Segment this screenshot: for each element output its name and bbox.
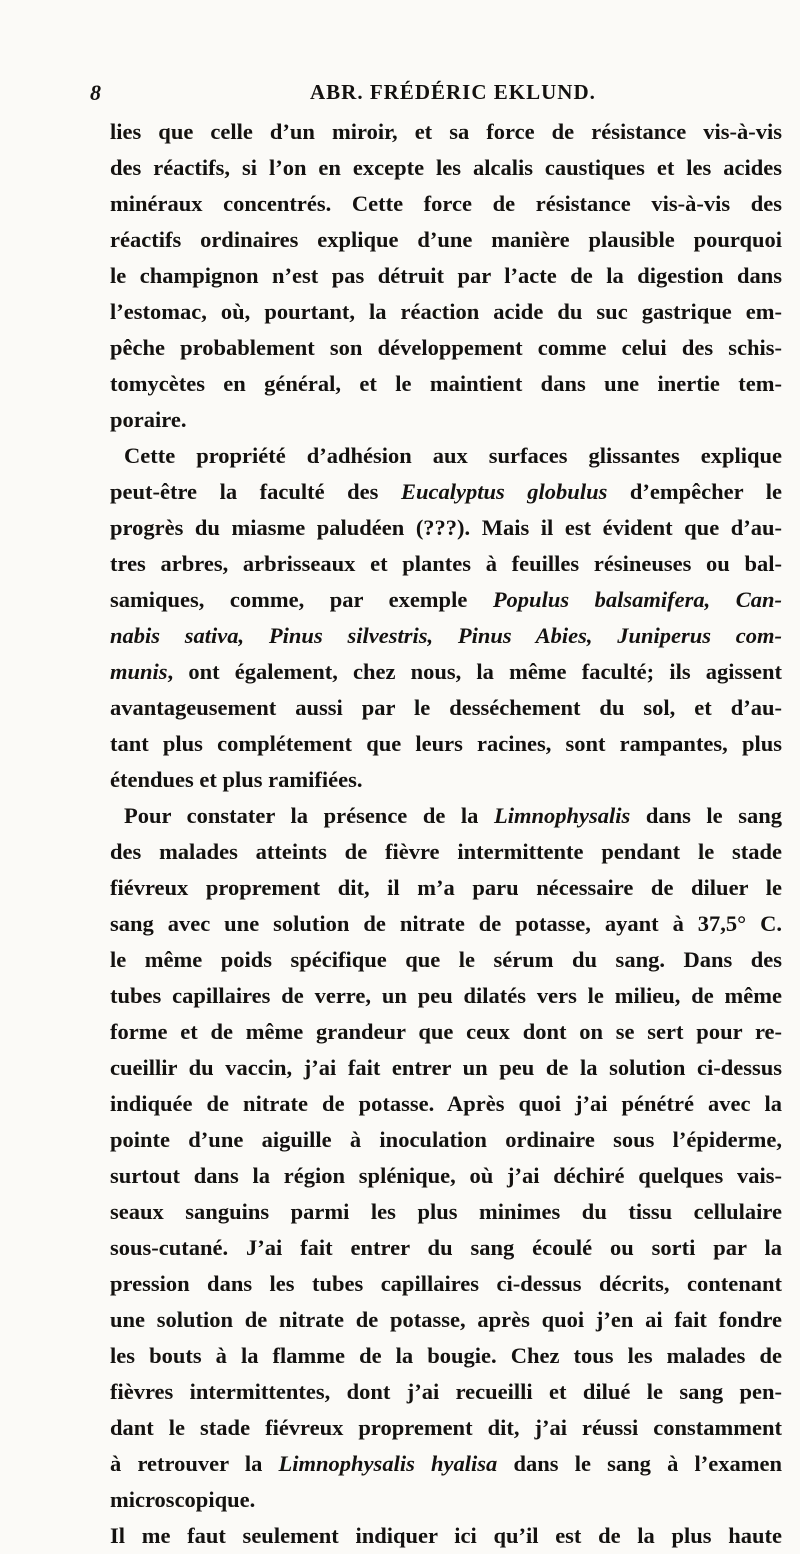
text-line	[110, 330, 782, 366]
text-line	[110, 618, 782, 654]
text-line	[110, 510, 782, 546]
italic-run: munis	[110, 659, 168, 684]
text-run: tres arbres, arbrisseaux et plantes à feuilles résineuses ou bal-	[110, 551, 782, 576]
text-line	[110, 150, 782, 186]
italic-run: Populus balsamifera, Can-	[492, 587, 782, 612]
body-text	[110, 114, 782, 1554]
page-header	[90, 80, 690, 110]
text-run: samiques, comme, par exemple	[110, 587, 493, 612]
italic-run: Eucalyptus globulus	[400, 479, 608, 504]
text-run: tomycètes en général, et le maintient dans une inertie tem-	[110, 371, 782, 396]
text-line	[110, 870, 782, 906]
text-line	[110, 222, 782, 258]
text-run: des réactifs, si l’on en excepte les alcalis caustiques et les acides	[110, 155, 782, 180]
text-run: d’empêcher le	[607, 479, 782, 504]
text-run: seaux sanguins parmi les plus minimes du tissu cellulaire	[110, 1199, 782, 1224]
text-run: Il me faut seulement indiquer ici qu’il est de la plus haute	[110, 1523, 782, 1548]
text-run: dans le sang à l’examen	[497, 1451, 782, 1476]
text-run: l’estomac, où, pourtant, la réaction acide du suc gastrique em-	[110, 299, 782, 324]
italic-run: Limnophysalis	[493, 803, 631, 828]
text-line	[110, 582, 782, 618]
text-line	[110, 1266, 782, 1302]
text-run: minéraux concentrés. Cette force de résistance vis-à-vis des	[110, 191, 782, 216]
text-run: indiquée de nitrate de potasse. Après quoi j’ai pénétré avec la	[110, 1091, 782, 1116]
italic-run: nabis sativa, Pinus silvestris, Pinus Abies, Juniperus com-	[110, 623, 782, 648]
text-run: Cette propriété d’adhésion aux surfaces glissantes explique	[124, 443, 782, 468]
text-line	[110, 546, 782, 582]
text-line	[110, 1338, 782, 1374]
text-line	[110, 438, 782, 474]
text-line	[110, 726, 782, 762]
text-run: avantageusement aussi par le desséchement du sol, et d’au-	[110, 695, 782, 720]
text-line	[110, 1050, 782, 1086]
text-run: progrès du miasme paludéen (???). Mais il est évident que d’au-	[110, 515, 782, 540]
text-line	[110, 1518, 782, 1554]
text-run: dans le sang	[630, 803, 782, 828]
text-run: fiévreux proprement dit, il m’a paru nécessaire de diluer le	[110, 875, 782, 900]
text-line	[110, 654, 782, 690]
text-line	[110, 690, 782, 726]
text-run: forme et de même grandeur que ceux dont on se sert pour re-	[110, 1019, 782, 1044]
text-line	[110, 1446, 782, 1482]
text-line	[110, 366, 782, 402]
text-run: le champignon n’est pas détruit par l’acte de la digestion dans	[110, 263, 782, 288]
text-line	[110, 1410, 782, 1446]
text-line	[110, 1482, 782, 1518]
text-run: le même poids spécifique que le sérum du sang. Dans des	[110, 947, 782, 972]
text-line	[110, 258, 782, 294]
text-line	[110, 906, 782, 942]
text-line	[110, 762, 782, 798]
text-line	[110, 402, 782, 438]
text-run: poraire.	[110, 407, 187, 432]
text-line	[110, 798, 782, 834]
text-run: pêche probablement son développement comme celui des schis-	[110, 335, 782, 360]
text-line	[110, 1086, 782, 1122]
text-run: tubes capillaires de verre, un peu dilatés vers le milieu, de même	[110, 983, 782, 1008]
text-line	[110, 1014, 782, 1050]
page-number: 8	[90, 80, 101, 105]
italic-run: Limnophysalis hyalisa	[278, 1451, 498, 1476]
text-run: dant le stade fiévreux proprement dit, j’ai réussi constamment	[110, 1415, 782, 1440]
text-run: microscopique.	[110, 1487, 256, 1512]
text-line	[110, 1374, 782, 1410]
text-line	[110, 834, 782, 870]
text-run: pression dans les tubes capillaires ci-dessus décrits, contenant	[110, 1271, 782, 1296]
text-line	[110, 1230, 782, 1266]
text-run: réactifs ordinaires explique d’une manière plausible pourquoi	[110, 227, 782, 252]
text-line	[110, 1194, 782, 1230]
text-line	[110, 114, 782, 150]
text-run: à retrouver la	[110, 1451, 279, 1476]
text-run: lies que celle d’un miroir, et sa force de résistance vis-à-vis	[110, 119, 782, 144]
text-run: une solution de nitrate de potasse, après quoi j’en ai fait fondre	[110, 1307, 782, 1332]
text-run: cueillir du vaccin, j’ai fait entrer un peu de la solution ci-dessus	[110, 1055, 782, 1080]
text-line	[110, 1302, 782, 1338]
text-run: pointe d’une aiguille à inoculation ordinaire sous l’épiderme,	[110, 1127, 782, 1152]
text-run: sous-cutané. J’ai fait entrer du sang écoulé ou sorti par la	[110, 1235, 782, 1260]
text-run: Pour constater la présence de la	[124, 803, 494, 828]
running-head: ABR. FRÉDÉRIC EKLUND.	[310, 80, 596, 104]
text-run: tant plus complétement que leurs racines, sont rampantes, plus	[110, 731, 782, 756]
text-run: les bouts à la flamme de la bougie. Chez tous les malades de	[110, 1343, 782, 1368]
text-run: peut-être la faculté des	[110, 479, 401, 504]
text-run: des malades atteints de fièvre intermittente pendant le stade	[110, 839, 782, 864]
text-run: surtout dans la région splénique, où j’ai déchiré quelques vais-	[110, 1163, 782, 1188]
text-line	[110, 294, 782, 330]
text-line	[110, 942, 782, 978]
text-run: étendues et plus ramifiées.	[110, 767, 363, 792]
text-line	[110, 978, 782, 1014]
text-line	[110, 1122, 782, 1158]
text-run: sang avec une solution de nitrate de potasse, ayant à 37,5° C.	[110, 911, 782, 936]
text-run: fièvres intermittentes, dont j’ai recueilli et dilué le sang pen-	[110, 1379, 782, 1404]
text-line	[110, 474, 782, 510]
text-line	[110, 1158, 782, 1194]
text-line	[110, 186, 782, 222]
text-run: , ont également, chez nous, la même faculté; ils agissent	[167, 659, 782, 684]
